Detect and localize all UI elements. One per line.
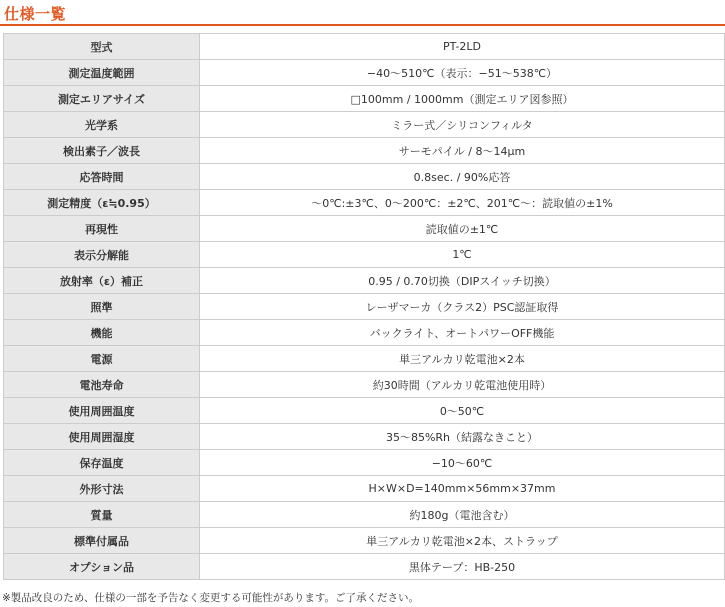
section-title: 仕様一覧 — [4, 5, 67, 23]
spec-label: 光学系 — [4, 112, 200, 138]
spec-row — [4, 268, 725, 294]
spec-value: 黒体テープ：HB-250 — [200, 554, 725, 580]
spec-value: 約180g（電池含む） — [200, 502, 725, 528]
spec-row — [4, 450, 725, 476]
spec-label: オプション品 — [4, 554, 200, 580]
spec-value: ミラー式／シリコンフィルタ — [200, 112, 725, 138]
spec-label: 照準 — [4, 294, 200, 320]
footnote: ※製品改良のため、仕様の一部を予告なく変更する可能性があります。ご了承ください。 — [2, 592, 420, 604]
spec-value: 35〜85%Rh（結露なきこと） — [200, 424, 725, 450]
spec-value: 読取値の±1℃ — [200, 216, 725, 242]
spec-table-body — [4, 34, 725, 580]
spec-label: 使用周囲湿度 — [4, 424, 200, 450]
spec-label: 電源 — [4, 346, 200, 372]
spec-label: 再現性 — [4, 216, 200, 242]
spec-label: 放射率（ε）補正 — [4, 268, 200, 294]
spec-label: 外形寸法 — [4, 476, 200, 502]
spec-value: H×W×D=140mm×56mm×37mm — [200, 476, 725, 502]
spec-row — [4, 294, 725, 320]
spec-label: 標準付属品 — [4, 528, 200, 554]
spec-row — [4, 86, 725, 112]
spec-row — [4, 164, 725, 190]
spec-row — [4, 502, 725, 528]
spec-table — [3, 33, 725, 580]
spec-row — [4, 138, 725, 164]
spec-value: サーモパイル / 8〜14μm — [200, 138, 725, 164]
spec-label: 機能 — [4, 320, 200, 346]
spec-value: −10〜60℃ — [200, 450, 725, 476]
spec-value: −40〜510℃（表示：−51〜538℃） — [200, 60, 725, 86]
spec-value: 1℃ — [200, 242, 725, 268]
spec-row — [4, 372, 725, 398]
spec-row — [4, 112, 725, 138]
spec-row — [4, 554, 725, 580]
spec-label: 測定エリアサイズ — [4, 86, 200, 112]
spec-value: 〜0℃:±3℃、0〜200℃：±2℃、201℃〜：読取値の±1% — [200, 190, 725, 216]
spec-value: バックライト、オートパワーOFF機能 — [200, 320, 725, 346]
spec-label: 保存温度 — [4, 450, 200, 476]
section-header — [0, 0, 725, 26]
spec-value: 単三アルカリ乾電池×2本 — [200, 346, 725, 372]
spec-row — [4, 34, 725, 60]
spec-row — [4, 320, 725, 346]
spec-value: 約30時間（アルカリ乾電池使用時） — [200, 372, 725, 398]
spec-row — [4, 346, 725, 372]
spec-row — [4, 216, 725, 242]
spec-value: 単三アルカリ乾電池×2本、ストラップ — [200, 528, 725, 554]
spec-value: レーザマーカ（クラス2）PSC認証取得 — [200, 294, 725, 320]
spec-label: 応答時間 — [4, 164, 200, 190]
spec-label: 測定精度（ε≒0.95） — [4, 190, 200, 216]
spec-label: 電池寿命 — [4, 372, 200, 398]
spec-value: 0.95 / 0.70切換（DIPスイッチ切換） — [200, 268, 725, 294]
spec-row — [4, 242, 725, 268]
spec-row — [4, 398, 725, 424]
spec-label: 測定温度範囲 — [4, 60, 200, 86]
spec-row — [4, 528, 725, 554]
spec-value: PT-2LD — [200, 34, 725, 60]
spec-value: □100mm / 1000mm（測定エリア図参照） — [200, 86, 725, 112]
spec-value: 0〜50℃ — [200, 398, 725, 424]
spec-label: 使用周囲温度 — [4, 398, 200, 424]
spec-label: 表示分解能 — [4, 242, 200, 268]
spec-label: 質量 — [4, 502, 200, 528]
spec-row — [4, 424, 725, 450]
spec-row — [4, 190, 725, 216]
spec-row — [4, 476, 725, 502]
spec-label: 型式 — [4, 34, 200, 60]
spec-label: 検出素子／波長 — [4, 138, 200, 164]
spec-value: 0.8sec. / 90%応答 — [200, 164, 725, 190]
spec-row — [4, 60, 725, 86]
